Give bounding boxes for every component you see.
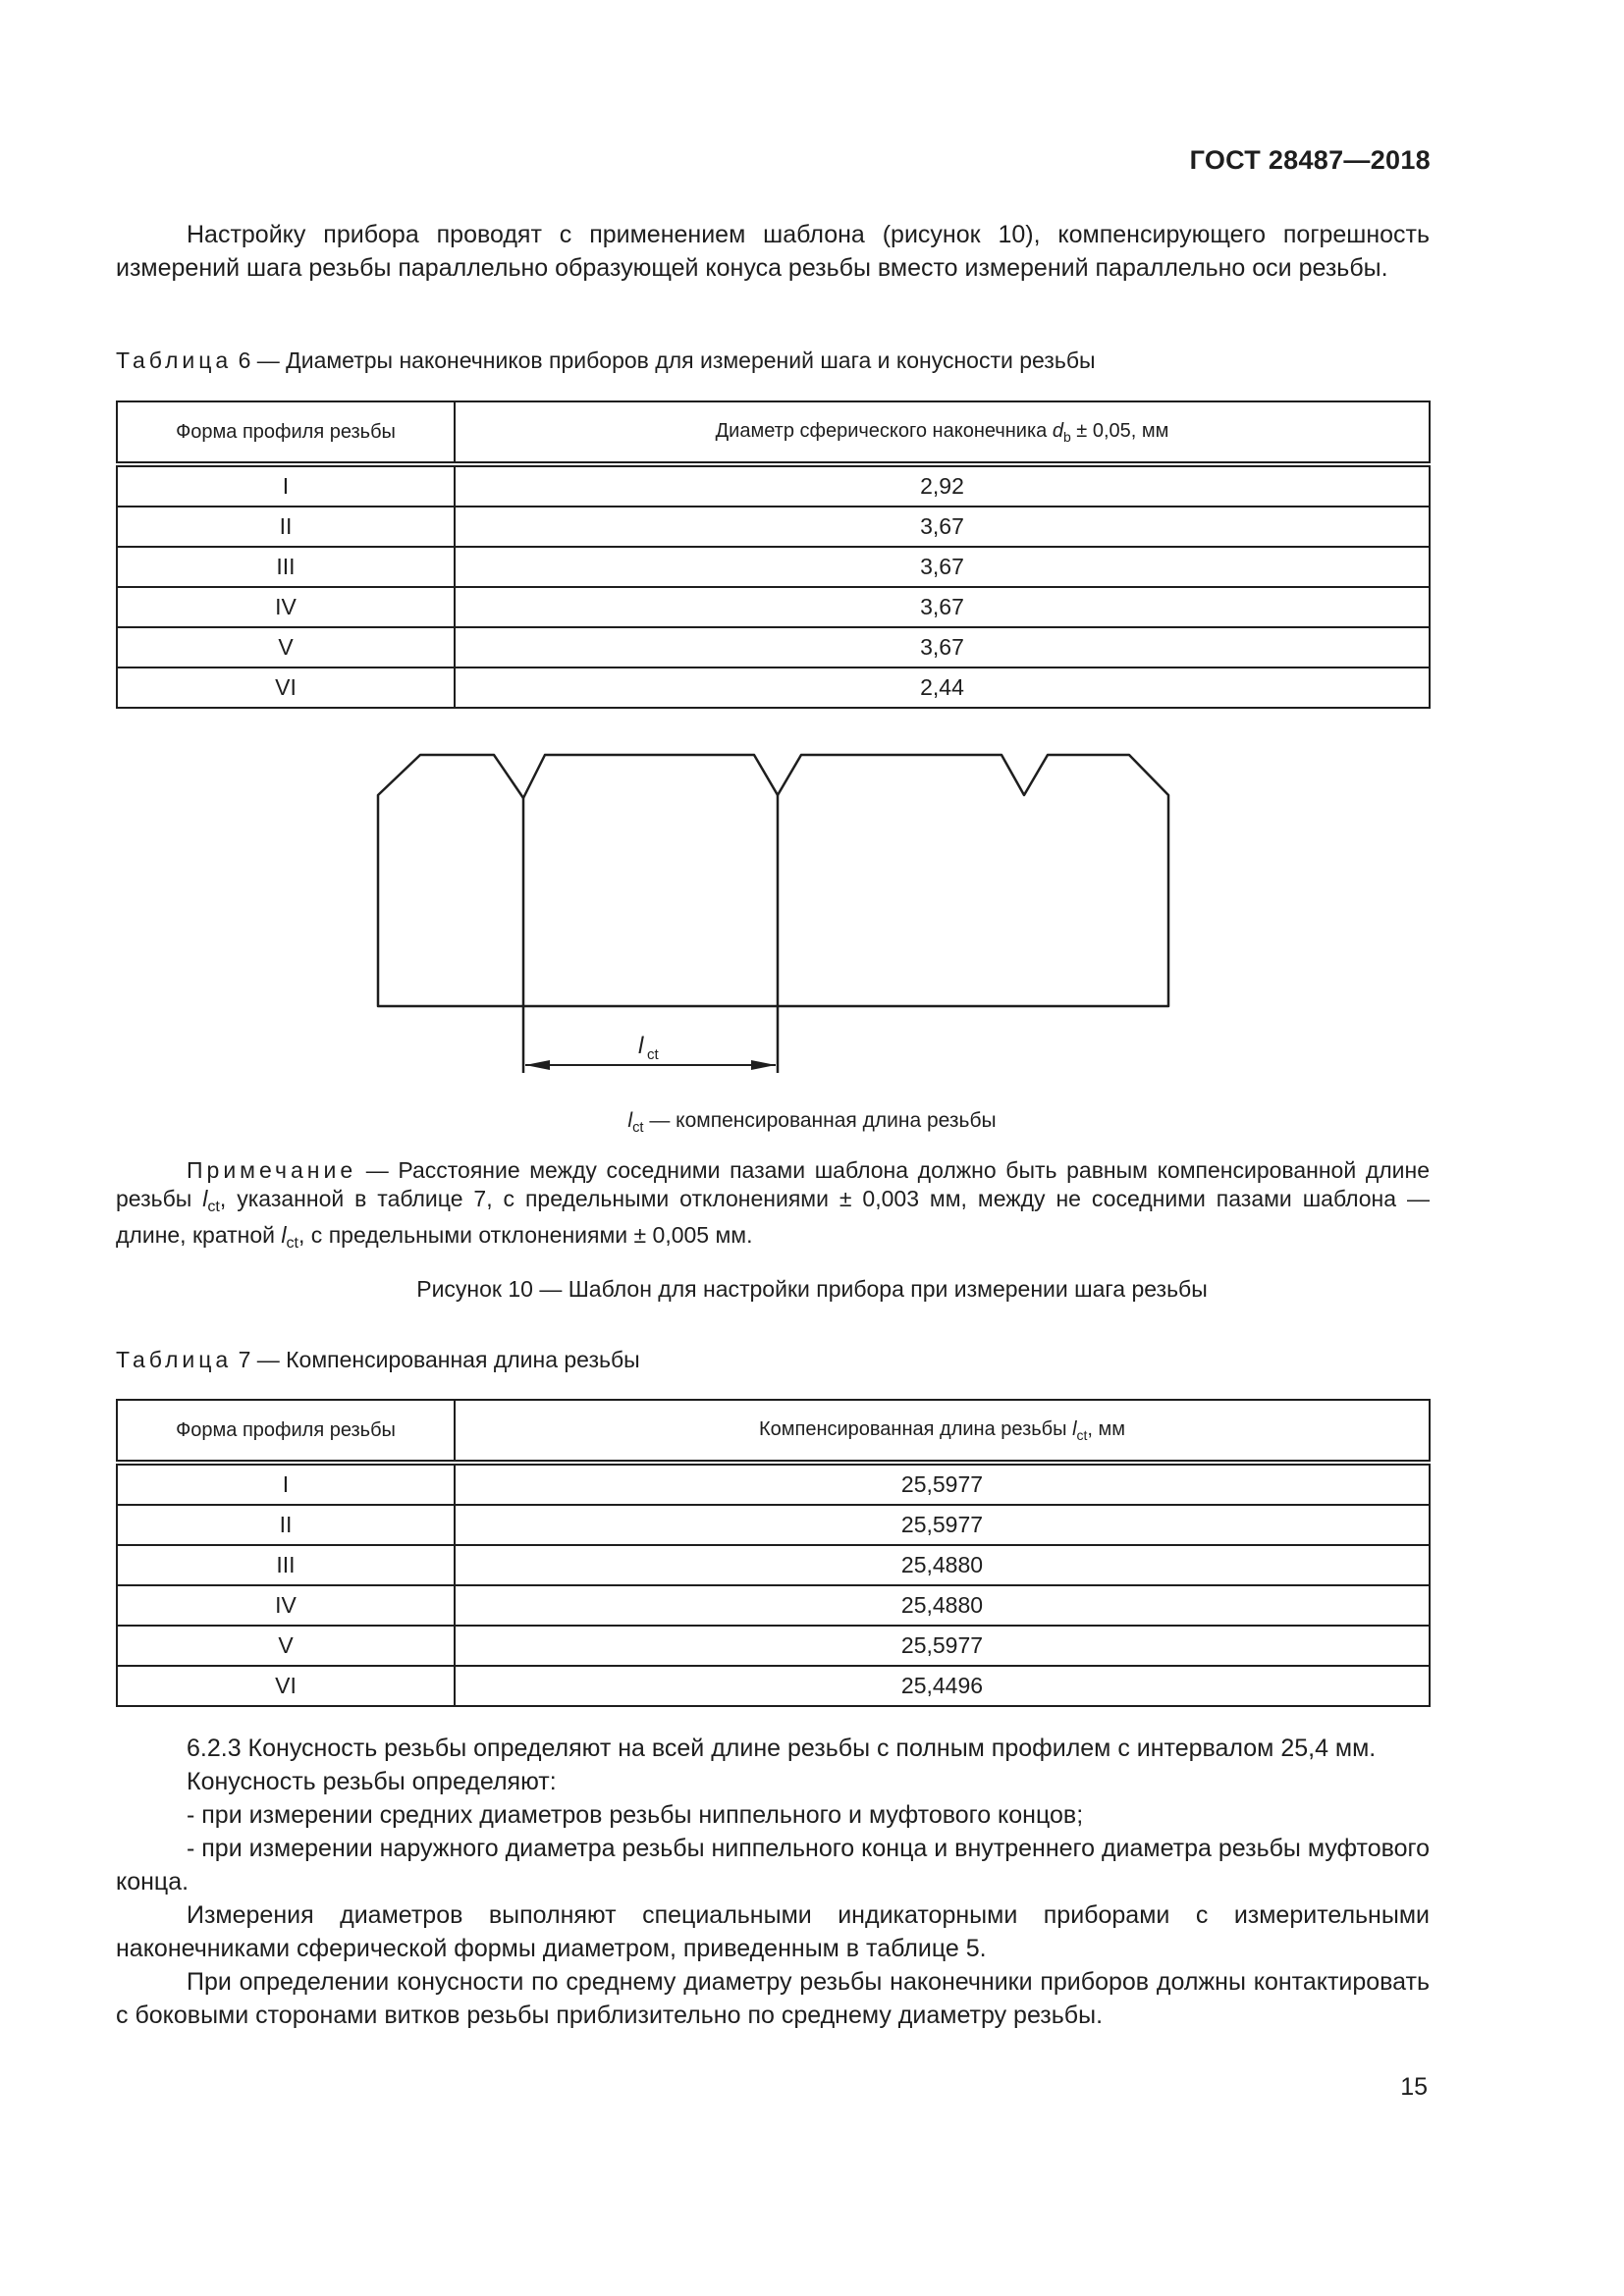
table6-caption-text: 6 — Диаметры наконечников приборов для измерений шага и конусности резьбы bbox=[238, 347, 1096, 373]
table6-col2-header-pre: Диаметр сферического наконечника bbox=[715, 419, 1053, 442]
figure10-note bbox=[116, 1156, 1430, 1257]
table6-value-cell: 3,67 bbox=[455, 587, 1430, 627]
table7-form-cell: I bbox=[117, 1463, 455, 1505]
note-part3: , с предельными отклонениями ± 0,005 мм. bbox=[298, 1222, 753, 1248]
section-6-2-3 bbox=[116, 1732, 1430, 2032]
note-sub-1: ct bbox=[207, 1198, 220, 1215]
table6-caption bbox=[116, 347, 1096, 374]
table6-form-cell: VI bbox=[117, 667, 455, 708]
table-row bbox=[117, 627, 1430, 667]
legend-sub: ct bbox=[632, 1120, 644, 1136]
table6-col2-header-post: ± 0,05, мм bbox=[1070, 419, 1169, 442]
table7-value-cell: 25,5977 bbox=[455, 1626, 1430, 1666]
table7-value-cell: 25,4880 bbox=[455, 1585, 1430, 1626]
table7-value-cell: 25,5977 bbox=[455, 1463, 1430, 1505]
table7-col2-header-var: l bbox=[1072, 1417, 1077, 1440]
table-row bbox=[117, 1545, 1430, 1585]
table7-form-cell: V bbox=[117, 1626, 455, 1666]
section-paragraph: - при измерении средних диаметров резьбы ниппельного и муфтового концов; bbox=[187, 1801, 1084, 1829]
note-label: Примечание bbox=[187, 1157, 357, 1183]
table-row bbox=[117, 1463, 1430, 1505]
section-paragraph: При определении конусности по среднему диаметру резьбы наконечники приборов должны контактировать с боковыми сторонами витков резьбы приблизительно по среднему диаметру резьбы. bbox=[116, 1968, 1430, 2029]
intro-paragraph bbox=[116, 218, 1430, 285]
dimension-label-var: l bbox=[638, 1033, 644, 1059]
table7-caption-label: Таблица bbox=[116, 1347, 233, 1372]
figure10-legend bbox=[0, 1109, 1624, 1136]
table6-caption-label: Таблица bbox=[116, 347, 233, 373]
table6-col2-header bbox=[455, 401, 1430, 464]
table6-form-cell: I bbox=[117, 464, 455, 507]
section-paragraph: Конусность резьбы определяют: bbox=[187, 1768, 557, 1795]
table6-col2-header-sub: b bbox=[1062, 428, 1071, 445]
table7-form-cell: IV bbox=[117, 1585, 455, 1626]
table6-col2-header-var: d bbox=[1052, 419, 1063, 442]
table6-value-cell: 3,67 bbox=[455, 507, 1430, 547]
table7-col1-header: Форма профиля резьбы bbox=[117, 1400, 455, 1463]
table7-value-cell: 25,4496 bbox=[455, 1666, 1430, 1706]
table7-col2-header-sub: ct bbox=[1076, 1426, 1088, 1443]
table7-form-cell: III bbox=[117, 1545, 455, 1585]
table6-value-cell: 3,67 bbox=[455, 627, 1430, 667]
table7-col2-header-pre: Компенсированная длина резьбы bbox=[758, 1417, 1073, 1440]
page-number: 15 bbox=[1400, 2073, 1428, 2101]
table7-col2-header bbox=[455, 1400, 1430, 1463]
table6-form-cell: IV bbox=[117, 587, 455, 627]
table7-header-row bbox=[117, 1400, 1430, 1463]
dimension-arrow-left bbox=[525, 1060, 550, 1070]
table6-form-cell: II bbox=[117, 507, 455, 547]
table7-caption bbox=[116, 1347, 640, 1373]
dimension-label-sub: ct bbox=[647, 1046, 659, 1063]
table-row bbox=[117, 667, 1430, 708]
note-text bbox=[116, 1156, 1430, 1257]
table-row bbox=[117, 507, 1430, 547]
intro-text: Настройку прибора проводят с применением шаблона (рисунок 10), компенсирующего погрешность измерений шага резьбы параллельно образующей конуса резьбы вместо измерений параллельно оси резьбы. bbox=[116, 221, 1430, 282]
table-row bbox=[117, 1626, 1430, 1666]
table6 bbox=[116, 400, 1431, 709]
table6-value-cell: 3,67 bbox=[455, 547, 1430, 587]
table6-col1-header: Форма профиля резьбы bbox=[117, 401, 455, 464]
table7-form-cell: II bbox=[117, 1505, 455, 1545]
table7-col2-header-post: , мм bbox=[1087, 1417, 1126, 1440]
table-row bbox=[117, 464, 1430, 507]
note-sub-2: ct bbox=[286, 1234, 299, 1252]
table6-header-row bbox=[117, 401, 1430, 464]
figure10-caption: Рисунок 10 — Шаблон для настройки прибора при измерении шага резьбы bbox=[416, 1276, 1208, 1302]
section-paragraph: - при измерении наружного диаметра резьбы ниппельного конца и внутреннего диаметра резьбы муфтового конца. bbox=[116, 1835, 1431, 1896]
note-part1: — Расстояние между соседними пазами шаблона должно быть равным компенсированной длине резьбы bbox=[116, 1157, 1430, 1211]
table6-value-cell: 2,44 bbox=[455, 667, 1430, 708]
dimension-arrow-right bbox=[751, 1060, 776, 1070]
legend-text: — компенсированная длина резьбы bbox=[643, 1109, 997, 1132]
note-var-1: l bbox=[202, 1186, 208, 1211]
table6-form-cell: III bbox=[117, 547, 455, 587]
section-paragraph: Измерения диаметров выполняют специальными индикаторными приборами с измерительными наконечниками сферической формы диаметром, приведенным в таблице 5. bbox=[116, 1901, 1430, 1962]
table-row bbox=[117, 547, 1430, 587]
legend-var: l bbox=[627, 1109, 633, 1132]
table7 bbox=[116, 1399, 1431, 1707]
table7-caption-text: 7 — Компенсированная длина резьбы bbox=[238, 1347, 640, 1372]
table-row bbox=[117, 1585, 1430, 1626]
document-id: ГОСТ 28487—2018 bbox=[1189, 145, 1431, 175]
table-row bbox=[117, 1505, 1430, 1545]
note-part2: , указанной в таблице 7, с предельными отклонениями ± 0,003 мм, между не соседними пазами шаблона — длине, кратной bbox=[116, 1186, 1430, 1248]
table7-form-cell: VI bbox=[117, 1666, 455, 1706]
table6-value-cell: 2,92 bbox=[455, 464, 1430, 507]
note-var-2: l bbox=[281, 1222, 287, 1248]
table7-value-cell: 25,5977 bbox=[455, 1505, 1430, 1545]
table-row bbox=[117, 1666, 1430, 1706]
template-drawing bbox=[363, 741, 1188, 1095]
table-row bbox=[117, 587, 1430, 627]
section-paragraph: 6.2.3 Конусность резьбы определяют на всей длине резьбы с полным профилем с интервалом 25,4 мм. bbox=[187, 1735, 1377, 1762]
template-outline bbox=[378, 755, 1168, 1006]
table7-value-cell: 25,4880 bbox=[455, 1545, 1430, 1585]
table6-form-cell: V bbox=[117, 627, 455, 667]
